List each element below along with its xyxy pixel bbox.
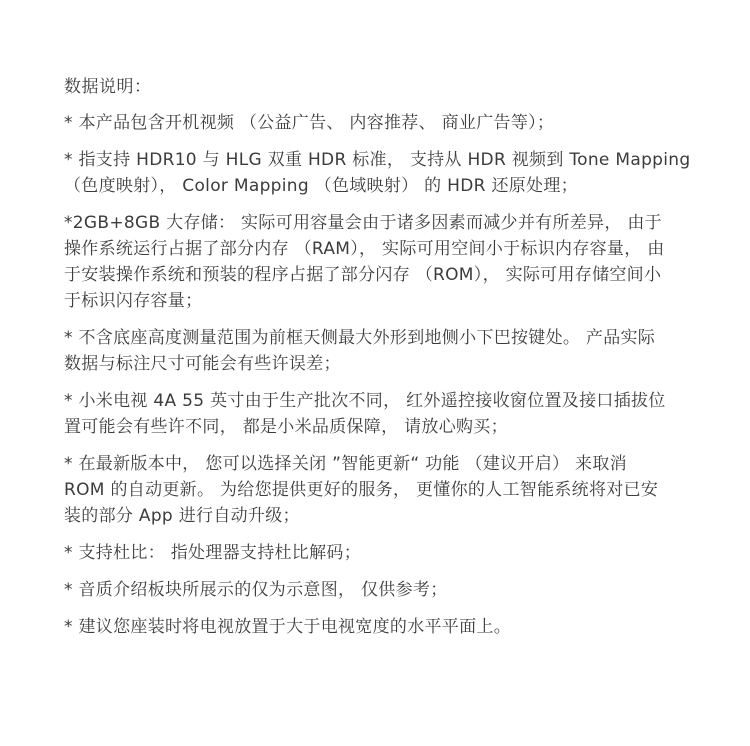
note-line: * 不含底座高度测量范围为前框天侧最大外形到地侧小下巴按键处。 产品实际 xyxy=(64,328,656,348)
note-line: （色度映射）， Color Mapping （色域映射） 的 HDR 还原处理； xyxy=(64,176,578,196)
note-hdr-support xyxy=(64,147,694,199)
note-line: * 本产品包含开机视频 （公益广告、 内容推荐、 商业广告等）； xyxy=(64,113,555,133)
note-line: 于安装操作系统和预装的程序占据了部分闪存 （ROM）， 实际可用存储空间小 xyxy=(64,265,662,285)
note-dolby xyxy=(64,540,694,566)
note-startup-video xyxy=(64,110,694,136)
note-line: 装的部分 App 进行自动升级； xyxy=(64,506,300,526)
note-line: ROM 的自动更新。 为给您提供更好的服务， 更懂你的人工智能系统将对已安 xyxy=(64,480,659,500)
note-line: * 在最新版本中， 您可以选择关闭 ”智能更新“ 功能 （建议开启） 来取消 xyxy=(64,454,627,474)
note-line: * 指支持 HDR10 与 HLG 双重 HDR 标准， 支持从 HDR 视频到 Tone Mapping xyxy=(64,150,691,170)
page-title: 数据说明： xyxy=(64,77,152,97)
note-production-batch xyxy=(64,388,694,440)
note-line: 数据与标注尺寸可能会有些许误差； xyxy=(64,354,341,374)
note-storage xyxy=(64,210,694,314)
note-smart-update xyxy=(64,451,694,529)
note-audio-illustration xyxy=(64,577,694,603)
note-line: 置可能会有些许不同， 都是小米品质保障， 请放心购买； xyxy=(64,417,508,437)
note-line: * 建议您座装时将电视放置于大于电视宽度的水平平面上。 xyxy=(64,617,512,637)
note-dimensions xyxy=(64,325,694,377)
note-line: 于标识闪存容量； xyxy=(64,291,203,311)
note-line: *2GB+8GB 大存储： 实际可用容量会由于诸多因素而减少并有所差异， 由于 xyxy=(64,213,662,233)
note-line: * 音质介绍板块所展示的仅为示意图， 仅供参考； xyxy=(64,580,448,600)
note-line: * 支持杜比： 指处理器支持杜比解码； xyxy=(64,543,362,563)
note-placement xyxy=(64,614,694,640)
note-line: 操作系统运行占据了部分内存 （RAM）， 实际可用空间小于标识内存容量， 由 xyxy=(64,239,665,259)
data-notes-document xyxy=(64,74,694,651)
note-line: * 小米电视 4A 55 英寸由于生产批次不同， 红外遥控接收窗位置及接口插拔位 xyxy=(64,391,666,411)
